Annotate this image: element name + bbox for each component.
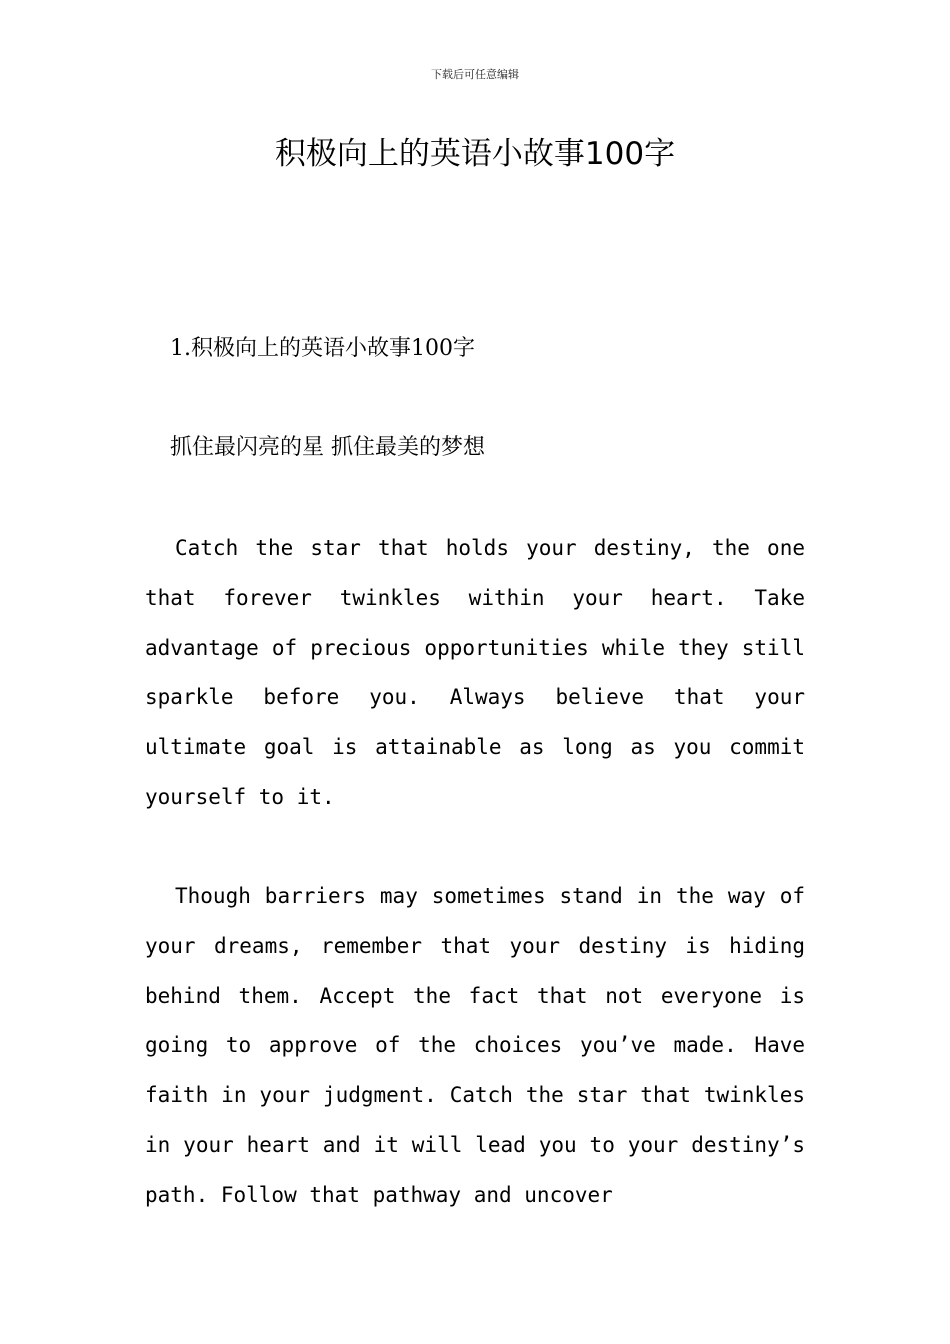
paragraph-2 — [145, 872, 805, 1221]
paragraph-2-text: Though barriers may sometimes stand in the way of your dreams, remember that your destiny is hiding behind them. Accept the fact that not everyone is going to approve of the choices you’ve made. Have faith in your judgment. Catch the star that twinkles in your heart and it will lead you to your destiny’s path. Follow that pathway and uncover — [145, 884, 805, 1207]
section-subtitle: 抓住最闪亮的星 抓住最美的梦想 — [170, 435, 485, 460]
section-heading: 1.积极向上的英语小故事100字 — [170, 336, 475, 361]
paragraph-1-text: Catch the star that holds your destiny, the one that forever twinkles within your heart. Take advantage of precious opportunities while they still sparkle before you. Always believe that your ultimate goal is attainable as long as you commit yourself to it. — [145, 536, 805, 809]
page-header-note: 下载后可任意编辑 — [431, 68, 519, 81]
document-title: 积极向上的英语小故事100字 — [274, 136, 676, 172]
paragraph-1 — [145, 524, 805, 823]
